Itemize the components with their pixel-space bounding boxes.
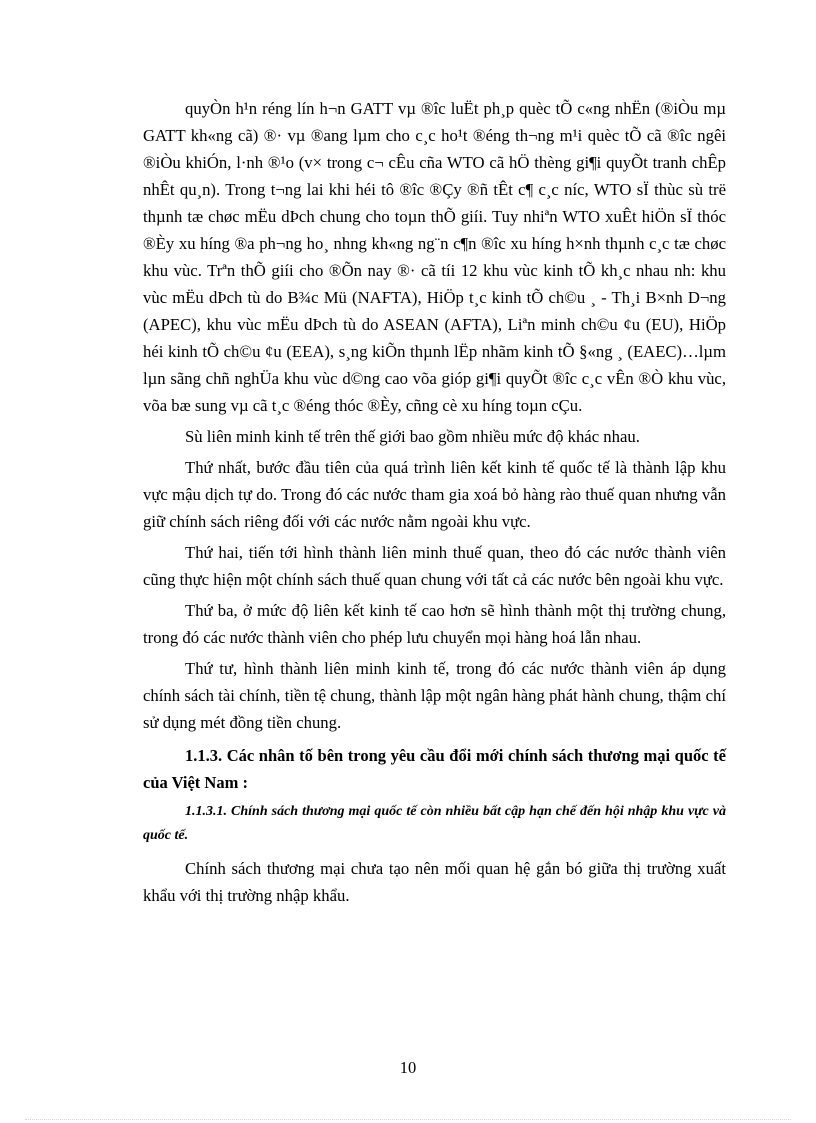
paragraph-first: Thứ nhất, bước đầu tiên của quá trình liên kết kinh tế quốc tế là thành lập khu vực mậu dịch tự do. Trong đó các nước tham gia xoá bỏ hàng rào thuế quan nhưng vẫn giữ chính sách riêng đối với các nước nằm ngoài khu vực. bbox=[143, 458, 726, 531]
subsection-heading: 1.1.3.1. Chính sách thương mại quốc tế còn nhiều bất cập hạn chế đến hội nhập khu vực và quốc tế. bbox=[143, 804, 726, 843]
paragraph-fourth: Thứ tư, hình thành liên minh kinh tế, trong đó các nước thành viên áp dụng chính sách tài chính, tiền tệ chung, thành lập một ngân hàng phát hành chung, thậm chí sử dụng mét đồng tiền chung. bbox=[143, 659, 726, 732]
page-bottom-divider bbox=[25, 1119, 791, 1120]
paragraph-third: Thứ ba, ở mức độ liên kết kinh tế cao hơn sẽ hình thành một thị trường chung, trong đó các nước thành viên cho phép lưu chuyển mọi hàng hoá lẫn nhau. bbox=[143, 601, 726, 647]
paragraph-levels-intro: Sù liên minh kinh tế trên thế giới bao gồm nhiều mức độ khác nhau. bbox=[185, 427, 640, 446]
paragraph-policy: Chính sách thương mại chưa tạo nên mối quan hệ gắn bó giữa thị trường xuất khẩu với thị trường nhập khẩu. bbox=[143, 859, 726, 905]
page-number: 10 bbox=[399, 1058, 417, 1077]
section-heading: 1.1.3. Các nhân tố bên trong yêu cầu đổi mới chính sách thương mại quốc tế của Việt Nam : bbox=[143, 746, 726, 792]
paragraph-wto: quyÒn h¹n réng lín h¬n GATT vµ ®îc luËt ph¸p quèc tÕ c«ng nhËn (®iÒu mµ GATT kh«ng cã) ®· vµ ®ang lµm cho c¸c ho¹t ®éng th¬ng m¹i quèc tÕ cã ®îc ngêi ®iÒu khiÓn, l·nh ®¹o (v× trong c¬ cÊu cña WTO cã hÖ thèng gi¶i quyÕt tranh chÊp nhÊt qu¸n). Trong t¬ng lai khi héi tô ®îc ®Çy ®ñ tÊt c¶ c¸c níc, WTO sÏ thùc sù trë thµnh tæ chøc mËu dÞch chung cho toµn thÕ giíi. Tuy nhiªn WTO xuÊt hiÖn sÏ thóc ®Èy xu híng ®a ph¬ng ho¸ nhng kh«ng ng¨n c¶n ®îc xu híng h×nh thµnh c¸c tæ chøc khu vùc. Trªn thÕ giíi cho ®Õn nay ®· cã tíi 12 khu vùc kinh tÕ kh¸c nhau nh: khu vùc mËu dÞch tù do B¾c Mü (NAFTA), HiÖp t¸c kinh tÕ ch©u ¸ - Th¸i B×nh D¬ng (APEC), khu vùc mËu dÞch tù do ASEAN (AFTA), Liªn minh ch©u ¢u (EU), HiÖp héi kinh tÕ ch©u ¢u (EEA), s¸ng kiÕn thµnh lËp nhãm kinh tÕ §«ng ¸ (EAEC)…lµm lµn sãng chñ nghÜa khu vùc d©ng cao võa gióp gi¶i quyÕt ®îc c¸c vÊn ®Ò khu vùc, võa bæ sung vµ cã t¸c ®éng thóc ®Èy, cñng cè xu híng toµn cÇu. bbox=[143, 99, 726, 415]
paragraph-second: Thứ hai, tiến tới hình thành liên minh thuế quan, theo đó các nước thành viên cũng thực hiện một chính sách thuế quan chung với tất cả các nước bên ngoài khu vực. bbox=[143, 543, 726, 589]
page-body bbox=[143, 95, 726, 913]
